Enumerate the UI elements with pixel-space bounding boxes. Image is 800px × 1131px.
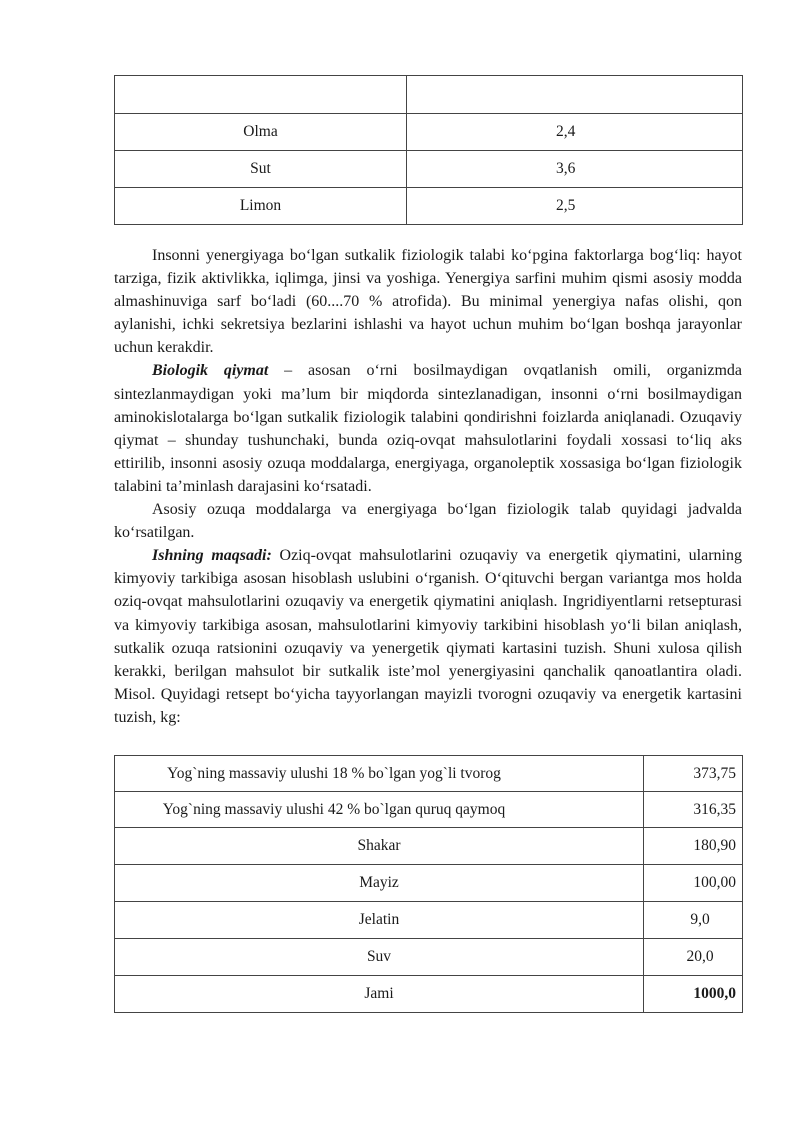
paragraph-text: – asosan o‘rni bosilmaydigan ovqatlanish omili, organizmda sintezlanmaydigan yoki ma’lum bir miqdorda sintezlanadigan, insonni o‘rni bosilmaydigan aminokislotalarga bo‘lgan sutkalik fiziologik talabini qondirishni foizlarda aniqlanadi. Ozuqaviy qiymat – shunday tushunchaki, bunda oziq-ovqat mahsulotlarini foydali xossasi to‘liq aks ettirilib, insonni asosiy ozuqa moddalarga, energiyaga, organoleptik xossasiga bo‘lgan fiziologik talabini ta’minlash darajasini ko‘rsatadi. <box>114 362 742 495</box>
ingredient-amount: 20,0 <box>644 939 743 976</box>
ingredient-amount: 373,75 <box>644 756 743 792</box>
paragraph-table-intro: Asosiy ozuqa moddalarga va energiyaga bo‘lgan fiziologik talab quyidagi jadvalda ko‘rsatilgan. <box>114 501 742 542</box>
table-row <box>115 76 743 114</box>
ingredient-amount: 9,0 <box>644 902 743 939</box>
table-cell-product: Olma <box>115 114 407 151</box>
ingredient-name: Jelatin <box>115 902 644 939</box>
recipe-table <box>114 755 743 1013</box>
table-row <box>115 756 743 792</box>
ingredient-name: Shakar <box>115 828 644 865</box>
table-row <box>115 792 743 828</box>
product-value-table <box>114 75 743 225</box>
term-biological-value: Biologik qiymat <box>152 362 269 380</box>
body-text <box>114 244 742 729</box>
table-row <box>115 939 743 976</box>
table-cell-product: Sut <box>115 151 407 188</box>
total-label: Jami <box>115 976 644 1013</box>
paragraph-energy-requirement: Insonni yenergiyaga bo‘lgan sutkalik fiziologik talabi ko‘pgina faktorlarga bog‘liq: hayot tarziga, fizik aktivlikka, iqlimga, jinsi va yoshiga. Yenergiya sarfini muhim qismi asosiy modda almashinuviga sarf bo‘ladi (60....70 % atrofida). Bu minimal yenergiya nafas olishi, qon aylanishi, ichki sekretsiya bezlarini ishlashi va hayot uchun muhim bo‘lgan boshqa jarayonlar uchun kerakdir. <box>114 247 742 357</box>
term-work-goal: Ishning maqsadi: <box>152 547 272 565</box>
table-row <box>115 828 743 865</box>
table-row <box>115 865 743 902</box>
table-row <box>115 114 743 151</box>
ingredient-amount: 316,35 <box>644 792 743 828</box>
table-cell-product: Limon <box>115 188 407 225</box>
ingredient-amount: 180,90 <box>644 828 743 865</box>
table-cell-value: 3,6 <box>407 151 743 188</box>
table-row <box>115 151 743 188</box>
paragraph-text: Oziq-ovqat mahsulotlarini ozuqaviy va energetik qiymatini, ularning kimyoviy tarkibiga asosan hisoblash uslubini o‘rganish. O‘qituvchi bergan variantga mos holda oziq-ovqat mahsulotlarini ozuqaviy va energetik qiymatini aniqlash. Ingridiyentlarni retsepturasi va kimyoviy tarkibiga asosan, mahsulotlarini kimyoviy tarkibini hisoblash yo‘li bilan aniqlash, sutkalik ozuqa ratsionini ozuqaviy va yenergetik qiymati kartasini tuzish. Shuni xulosa qilish kerakki, berilgan mahsulot bir sutkalik iste’mol yenergiyasini qanchalik qanoatlantira oladi. Misol. Quyidagi retsept bo‘yicha tayyorlangan mayizli tvorogni ozuqaviy va energetik kartasini tuzish, kg: <box>114 547 742 726</box>
ingredient-name: Suv <box>115 939 644 976</box>
paragraph-work-goal <box>114 544 742 729</box>
table-cell-product <box>115 76 407 114</box>
table-row <box>115 976 743 1013</box>
paragraph-biological-value <box>114 359 742 498</box>
table-cell-value: 2,4 <box>407 114 743 151</box>
ingredient-name: Yog`ning massaviy ulushi 18 % bo`lgan yog`li tvorog <box>115 756 644 792</box>
ingredient-amount: 100,00 <box>644 865 743 902</box>
table-row <box>115 902 743 939</box>
table-row <box>115 188 743 225</box>
ingredient-name: Yog`ning massaviy ulushi 42 % bo`lgan quruq qaymoq <box>115 792 644 828</box>
total-amount: 1000,0 <box>644 976 743 1013</box>
table-cell-value <box>407 76 743 114</box>
table-cell-value: 2,5 <box>407 188 743 225</box>
ingredient-name: Mayiz <box>115 865 644 902</box>
